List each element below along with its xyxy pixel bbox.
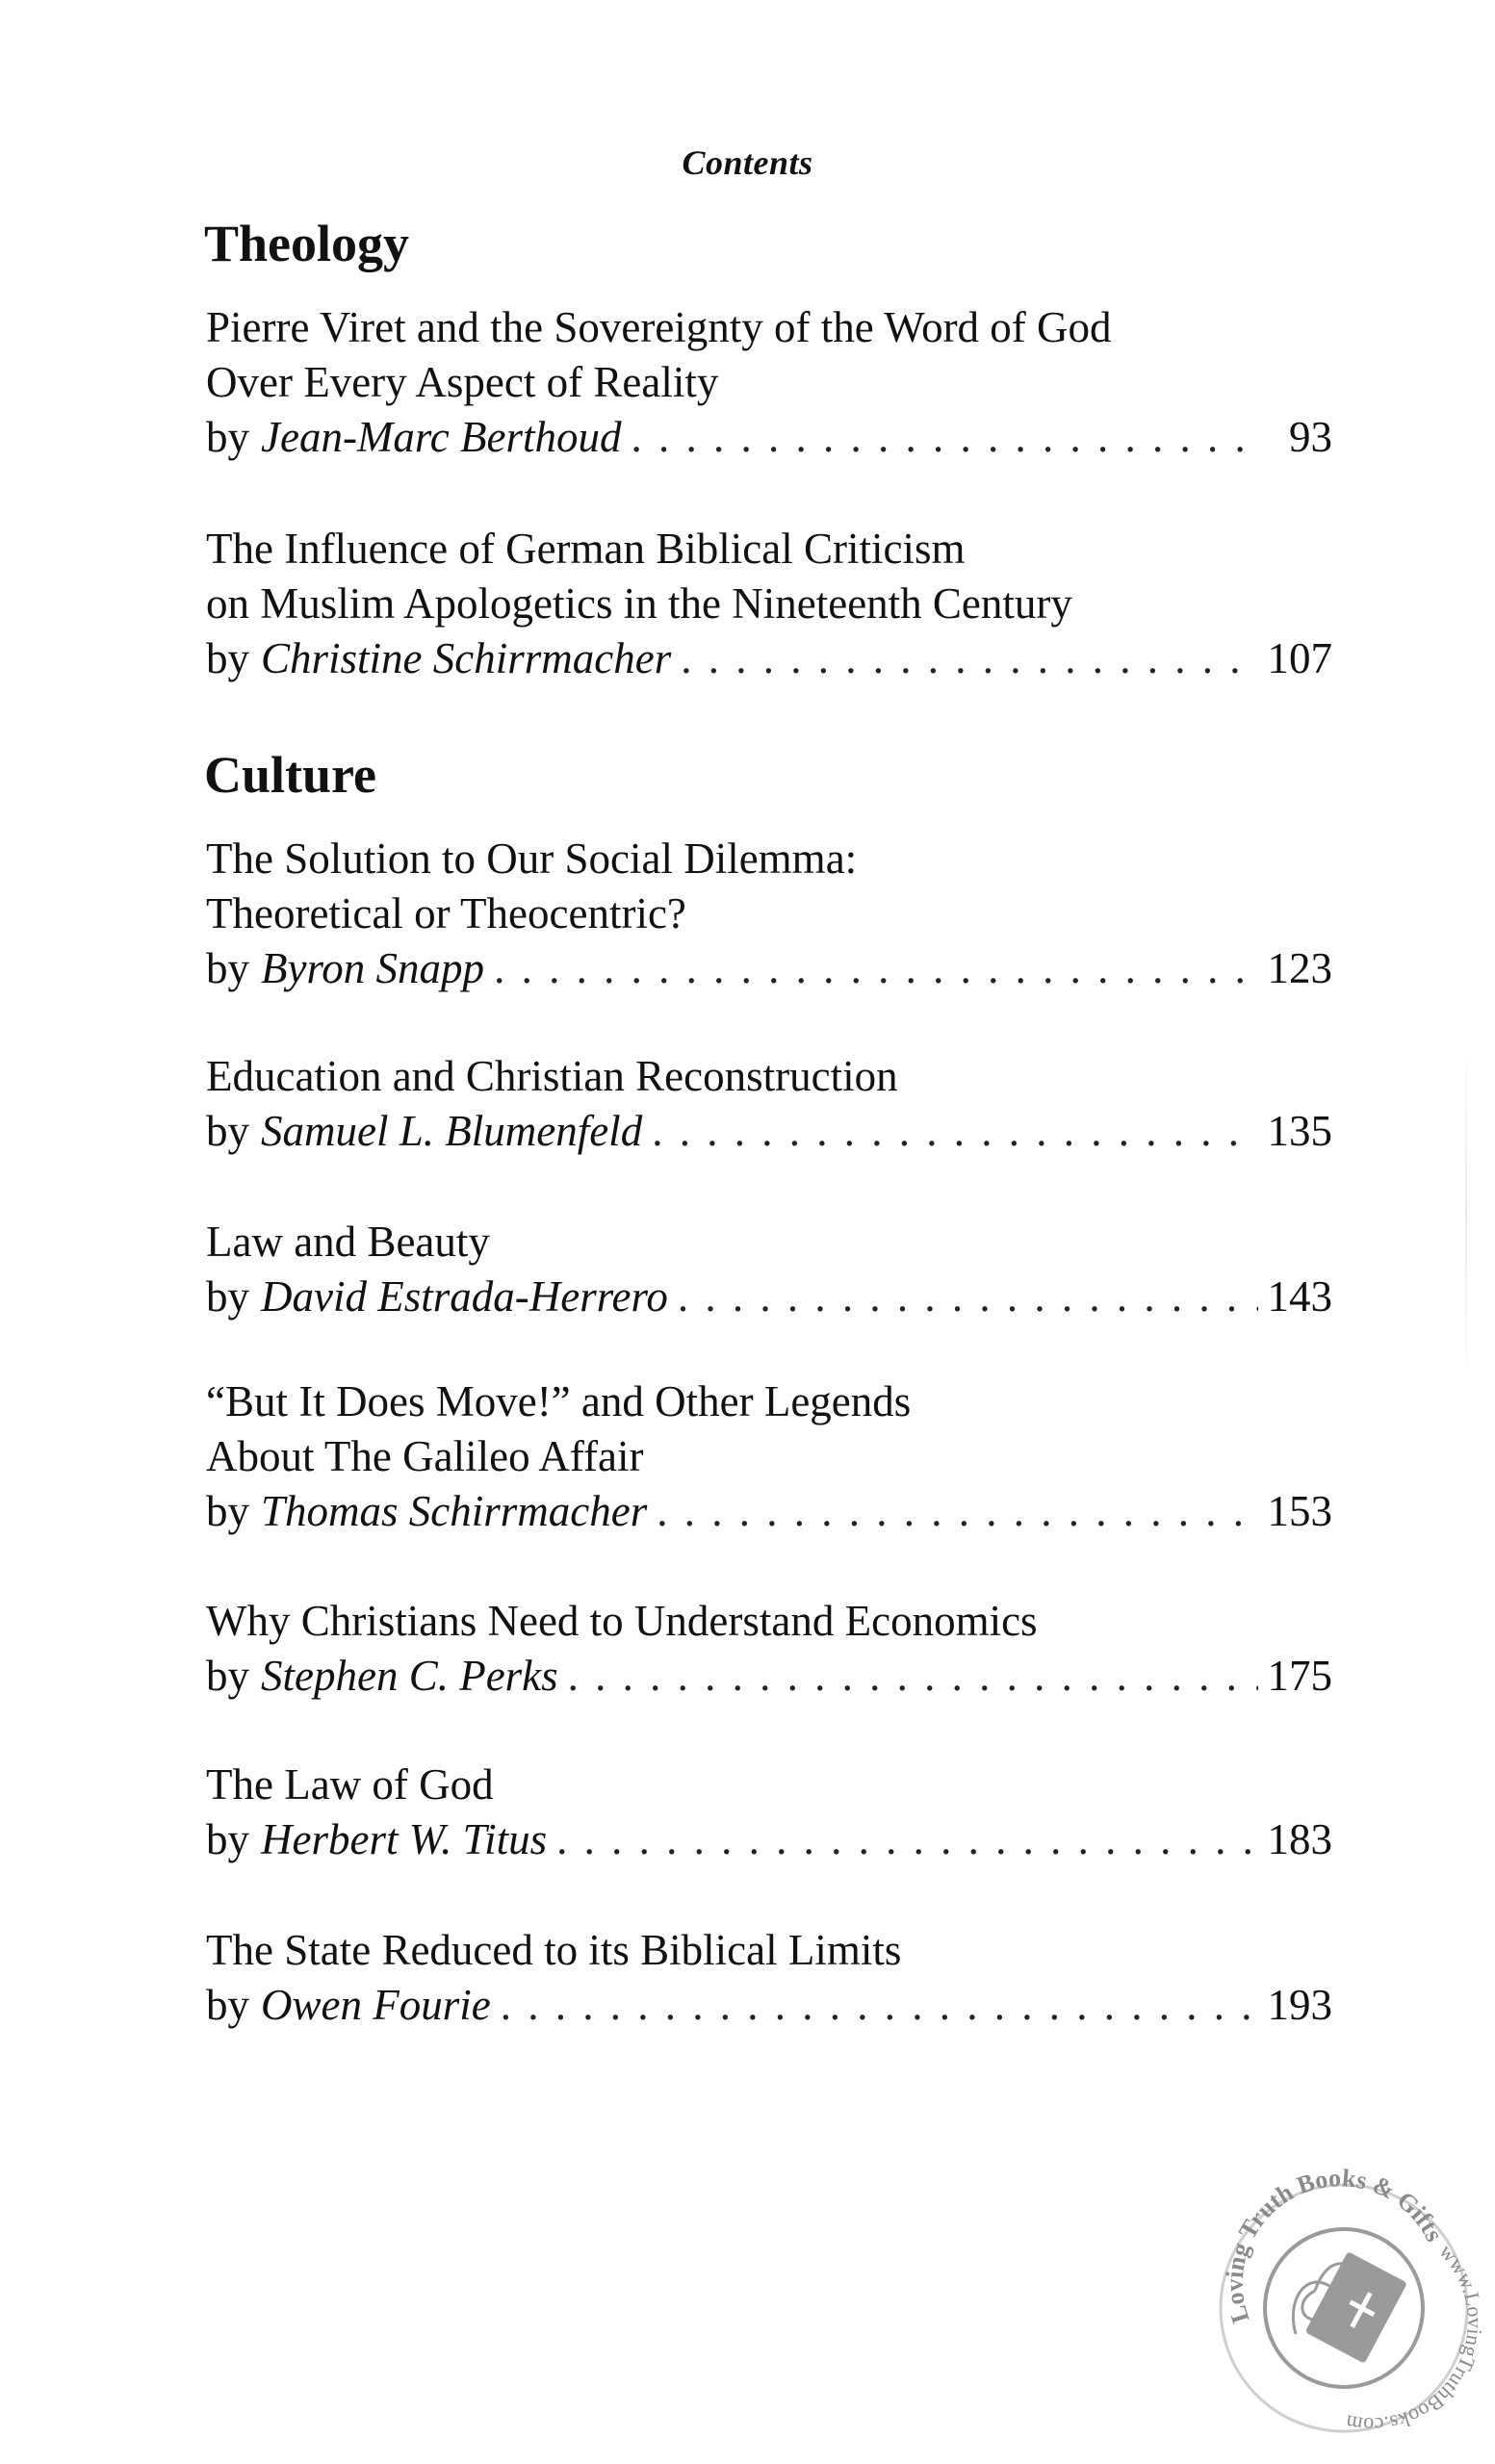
entry-byline bbox=[206, 631, 1332, 686]
dot-leader bbox=[556, 1812, 1257, 1867]
entry-page-number: 123 bbox=[1267, 944, 1332, 992]
dot-leader bbox=[657, 1484, 1257, 1539]
entry-byline bbox=[206, 410, 1332, 465]
entry-author: Samuel L. Blumenfeld bbox=[261, 1107, 643, 1155]
dot-leader bbox=[652, 1104, 1257, 1159]
stamp-text-right: www.LovingTruthBooks.com bbox=[1344, 2239, 1487, 2438]
entry-author: Thomas Schirrmacher bbox=[261, 1487, 648, 1535]
toc-entry bbox=[206, 1923, 1332, 2033]
toc-entry bbox=[206, 1215, 1332, 1324]
entry-byline bbox=[206, 1649, 1332, 1704]
entry-page-number: 183 bbox=[1267, 1815, 1332, 1863]
entry-title-line: The State Reduced to its Biblical Limits bbox=[206, 1926, 902, 1974]
entry-title-line: Law and Beauty bbox=[206, 1218, 490, 1266]
by-word: by bbox=[206, 1652, 249, 1700]
entry-title-line: on Muslim Apologetics in the Nineteenth Century bbox=[206, 579, 1072, 628]
entry-title-line: Education and Christian Reconstruction bbox=[206, 1052, 898, 1100]
entry-author: Jean-Marc Berthoud bbox=[261, 413, 622, 461]
by-word: by bbox=[206, 1107, 249, 1155]
by-word: by bbox=[206, 1272, 249, 1321]
entry-byline bbox=[206, 1812, 1332, 1867]
stamp-text-top: Loving Truth Books & Gifts bbox=[1220, 2164, 1449, 2326]
by-word: by bbox=[206, 1981, 249, 2029]
entry-page-number: 143 bbox=[1267, 1272, 1332, 1321]
entry-title-line: Over Every Aspect of Reality bbox=[206, 358, 719, 406]
toc-entry bbox=[206, 522, 1332, 686]
entry-page-number: 193 bbox=[1267, 1981, 1332, 2029]
toc-entry bbox=[206, 1594, 1332, 1704]
by-word: by bbox=[206, 1487, 249, 1535]
entry-title-line: The Solution to Our Social Dilemma: bbox=[206, 834, 858, 883]
watermark-stamp bbox=[1199, 2156, 1488, 2445]
toc-entry bbox=[206, 1758, 1332, 1867]
toc-entry bbox=[206, 1049, 1332, 1159]
toc-entry bbox=[206, 1374, 1332, 1539]
entry-page-number: 175 bbox=[1267, 1652, 1332, 1700]
entry-author: David Estrada-Herrero bbox=[261, 1272, 668, 1321]
toc-entry bbox=[206, 832, 1332, 996]
entry-author: Stephen C. Perks bbox=[261, 1652, 558, 1700]
entry-title-line: The Law of God bbox=[206, 1760, 494, 1809]
dot-leader bbox=[681, 631, 1257, 686]
entry-author: Herbert W. Titus bbox=[261, 1815, 548, 1863]
entry-title-line: About The Galileo Affair bbox=[206, 1432, 644, 1480]
dot-leader bbox=[501, 1978, 1258, 2033]
entry-page-number: 153 bbox=[1267, 1487, 1332, 1535]
entry-author: Owen Fourie bbox=[261, 1981, 491, 2029]
section-heading-culture: Culture bbox=[204, 746, 377, 804]
entry-title-line: The Influence of German Biblical Criticism bbox=[206, 525, 966, 573]
entry-author: Byron Snapp bbox=[261, 944, 485, 992]
entry-page-number: 93 bbox=[1289, 413, 1332, 461]
entry-byline bbox=[206, 1978, 1332, 2033]
by-word: by bbox=[206, 413, 249, 461]
entry-byline bbox=[206, 941, 1332, 996]
by-word: by bbox=[206, 634, 249, 682]
entry-page-number: 135 bbox=[1267, 1107, 1332, 1155]
entry-author: Christine Schirrmacher bbox=[261, 634, 672, 682]
by-word: by bbox=[206, 1815, 249, 1863]
entry-title-line: Why Christians Need to Understand Economics bbox=[206, 1597, 1038, 1645]
dot-leader bbox=[494, 941, 1257, 996]
entry-byline bbox=[206, 1104, 1332, 1159]
entry-page-number: 107 bbox=[1267, 634, 1332, 682]
entry-byline bbox=[206, 1270, 1332, 1324]
section-heading-theology: Theology bbox=[204, 215, 410, 272]
entry-title-line: “But It Does Move!” and Other Legends bbox=[206, 1377, 912, 1425]
dot-leader bbox=[678, 1270, 1258, 1324]
entry-title-line: Pierre Viret and the Sovereignty of the Word of God bbox=[206, 303, 1112, 351]
by-word: by bbox=[206, 944, 249, 992]
entry-byline bbox=[206, 1484, 1332, 1539]
dot-leader bbox=[568, 1649, 1258, 1704]
toc-entry bbox=[206, 300, 1332, 465]
dot-leader bbox=[631, 410, 1263, 465]
entry-title-line: Theoretical or Theocentric? bbox=[206, 889, 686, 937]
page-gutter-shadow bbox=[1465, 1040, 1467, 1386]
running-head: Contents bbox=[682, 143, 813, 182]
gift-bible-icon bbox=[1293, 2251, 1407, 2364]
